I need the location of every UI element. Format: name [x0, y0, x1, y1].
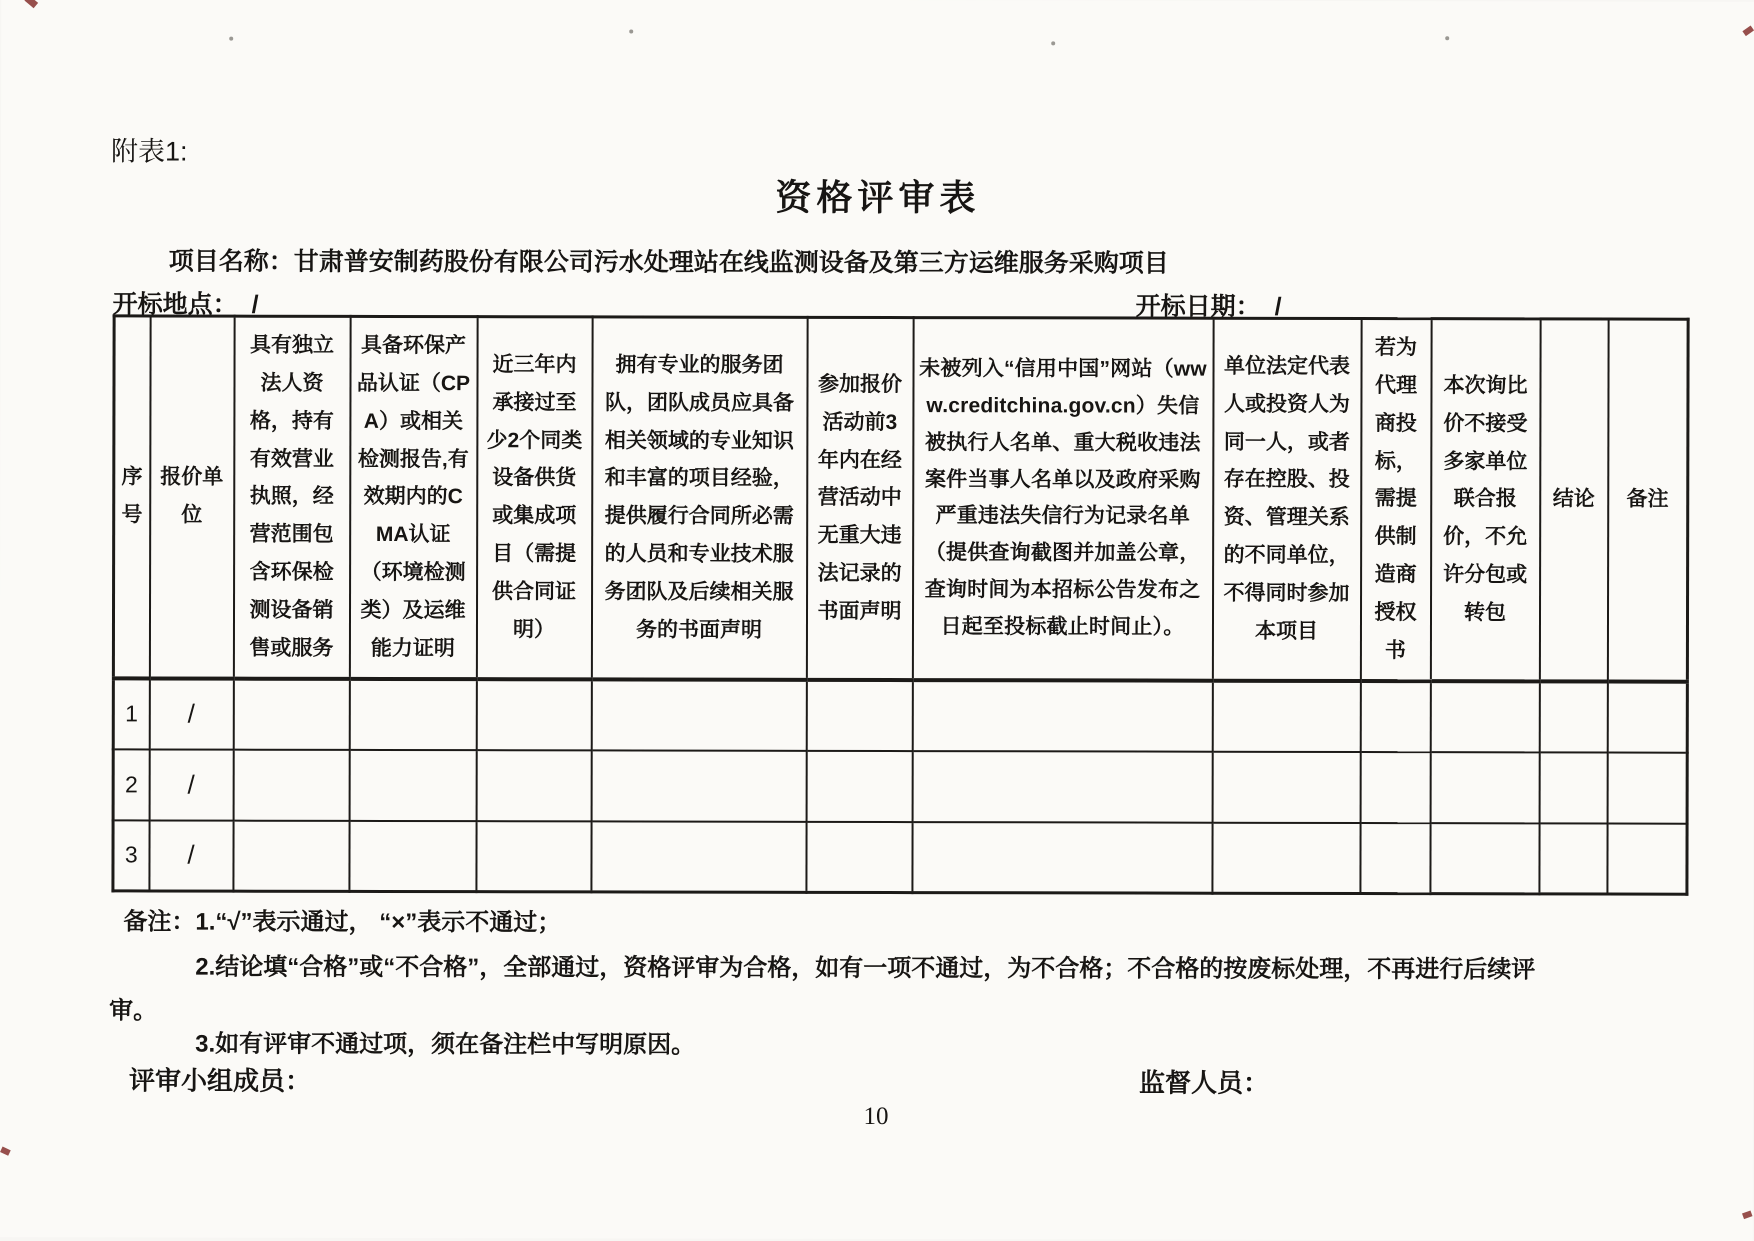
scan-corner-mark — [24, 0, 38, 8]
col-header-agent-authorization: 若为代理商投标，需提供制造商授权书 — [1360, 319, 1431, 681]
empty-cell — [1539, 823, 1607, 894]
empty-cell — [1430, 823, 1539, 894]
review-team-label: 评审小组成员： — [129, 1065, 312, 1096]
empty-cell — [349, 678, 476, 749]
empty-cell — [1360, 752, 1430, 823]
empty-cell — [591, 821, 806, 892]
col-header-seq: 序号 — [113, 316, 150, 678]
project-name-value: 甘肃普安制药股份有限公司污水处理站在线监测设备及第三方运维服务采购项目 — [293, 247, 1169, 278]
empty-cell — [233, 820, 349, 891]
scan-corner-mark — [1742, 26, 1754, 37]
notes-label: 备注： — [123, 908, 196, 936]
bid-date-label: 开标日期： — [1135, 292, 1261, 321]
empty-cell — [1212, 751, 1360, 822]
scan-corner-mark — [1742, 1210, 1753, 1219]
col-header-no-joint-bid: 本次询比价不接受多家单位联合报价，不允许分包或转包 — [1430, 319, 1540, 681]
empty-cell — [233, 749, 349, 820]
notes-line-1 — [123, 901, 561, 937]
empty-cell — [591, 750, 806, 821]
empty-cell — [1607, 823, 1687, 894]
empty-cell — [806, 750, 912, 821]
col-header-bidder: 报价单位 — [149, 316, 234, 678]
bidder-cell: / — [149, 678, 233, 749]
empty-cell — [476, 679, 591, 750]
col-header-remarks: 备注 — [1607, 319, 1688, 681]
empty-cell — [1539, 681, 1607, 752]
empty-cell — [912, 680, 1212, 752]
empty-cell — [806, 821, 912, 892]
col-header-service-team: 拥有专业的服务团队，团队成员应具备相关领域的专业知识和丰富的项目经验，提供履行合同所必需的人员和专业技术服务团队及后续相关服务的书面声明 — [591, 317, 807, 679]
page-number: 10 — [863, 1102, 889, 1131]
empty-cell — [1360, 823, 1430, 894]
empty-cell — [1212, 680, 1360, 751]
empty-cell — [1607, 752, 1687, 823]
scan-speck — [629, 29, 633, 33]
col-header-same-legal-rep: 单位法定代表人或投资人为同一人，或者存在控股、投资、管理关系的不同单位，不得同时参加本项目 — [1212, 318, 1361, 680]
seq-cell: 1 — [113, 678, 149, 749]
col-header-conclusion: 结论 — [1539, 319, 1608, 681]
empty-cell — [476, 750, 591, 821]
col-header-legal-entity: 具有独立法人资格，持有有效营业执照，经营范围包含环保检测设备销售或服务 — [233, 316, 350, 678]
empty-cell — [233, 678, 349, 749]
empty-cell — [1212, 822, 1360, 893]
scan-speck — [1445, 36, 1449, 40]
project-name-line — [169, 242, 1169, 280]
empty-cell — [591, 679, 806, 750]
empty-cell — [912, 822, 1212, 894]
empty-cell — [349, 749, 476, 820]
scan-corner-mark — [0, 1147, 11, 1156]
empty-cell — [1430, 752, 1539, 823]
table-row — [113, 678, 1687, 752]
table-row — [113, 820, 1687, 894]
empty-cell — [912, 751, 1212, 823]
bidder-cell: / — [149, 820, 233, 891]
note-1-text: 1.“√”表示通过， “×”表示不通过； — [195, 908, 562, 937]
bid-date-value: / — [1274, 292, 1282, 321]
col-header-experience: 近三年内承接过至少2个同类设备供货或集成项目（需提供合同证明） — [476, 317, 592, 679]
seq-cell: 3 — [113, 820, 149, 891]
project-name-label: 项目名称： — [168, 247, 294, 276]
bid-location-label: 开标地点： — [112, 290, 238, 319]
empty-cell — [476, 821, 591, 892]
seq-cell: 2 — [113, 749, 149, 820]
empty-cell — [806, 679, 912, 750]
attachment-label: 附表1: — [110, 136, 188, 167]
table-row — [113, 749, 1687, 823]
qualification-review-table — [111, 314, 1689, 895]
header-row — [113, 316, 1688, 681]
empty-cell — [1539, 752, 1607, 823]
empty-cell — [1360, 681, 1430, 752]
bidder-cell: / — [149, 749, 233, 820]
supervisor-label: 监督人员： — [1139, 1067, 1270, 1098]
scan-speck — [229, 37, 233, 41]
note-2-text: 2.结论填“合格”或“不合格”，全部通过，资格评审为合格，如有一项不通过，为不合格；不合格的按废标处理，不再进行后续评审。 — [109, 953, 1536, 1025]
col-header-certification: 具备环保产品认证（CPA）或相关检测报告,有效期内的CMA认证（环境检测类）及运维能力证明 — [349, 316, 477, 678]
empty-cell — [1607, 681, 1687, 752]
empty-cell — [349, 820, 476, 891]
col-header-no-violation: 参加报价活动前3年内在经营活动中无重大违法记录的书面声明 — [806, 317, 913, 679]
scan-speck — [1051, 41, 1055, 45]
bid-location-value: / — [251, 290, 259, 319]
empty-cell — [1430, 681, 1539, 752]
page-title: 资格评审表 — [775, 176, 981, 219]
note-3-text: 3.如有评审不通过项，须在备注栏中写明原因。 — [195, 1030, 696, 1059]
col-header-credit-china: 未被列入“信用中国”网站（www.creditchina.gov.cn）失信被执行人名单、重大税收违法案件当事人名单以及政府采购严重违法失信行为记录名单（提供查询截图并加盖公章，查询时间为本招标公告发布之日起至投标截止时间止）。 — [912, 318, 1213, 681]
